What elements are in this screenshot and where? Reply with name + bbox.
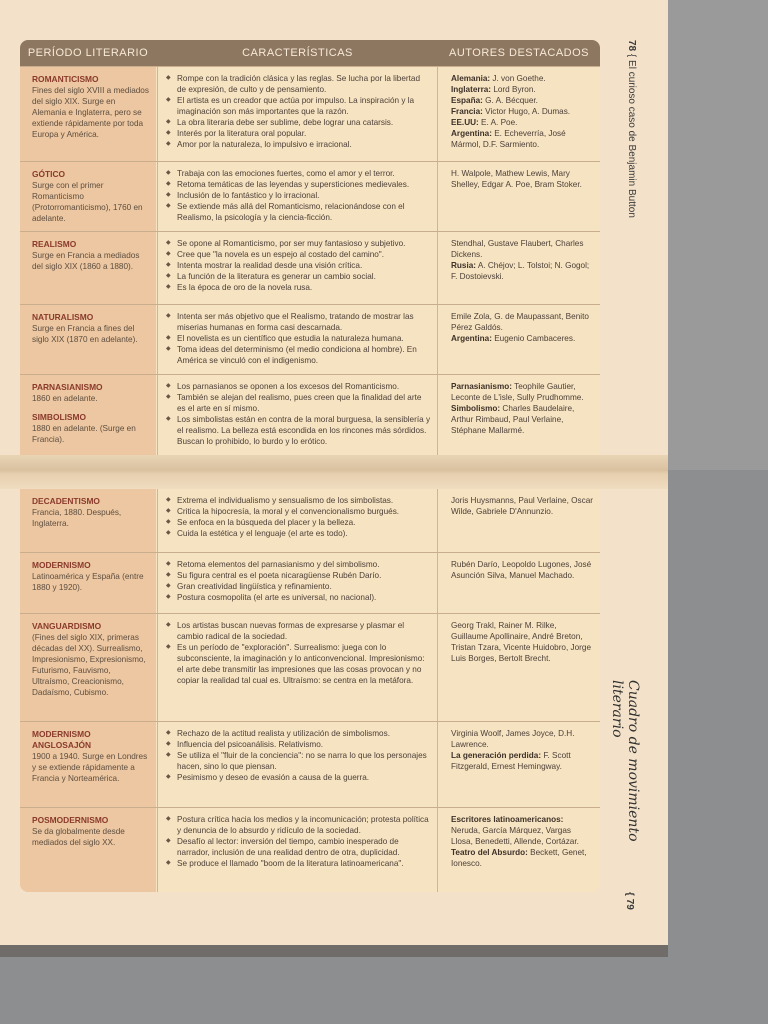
period-cell	[20, 553, 156, 614]
feature-item: ◆ Intenta mostrar la realidad desde una visión crítica.	[166, 260, 431, 271]
author-names: A. Chéjov; L. Tolstoi; N. Gogol; F. Dostoievski.	[451, 261, 590, 281]
period-description-secondary: 1880 en adelante. (Surge en Francia).	[32, 424, 136, 444]
authors-cell	[438, 614, 600, 722]
table-row	[20, 721, 600, 808]
period-cell	[20, 232, 156, 305]
author-names: E. A. Poe.	[478, 118, 518, 127]
page-number-bottom	[624, 892, 635, 910]
feature-item: ◆ Gran creatividad lingüística y refinamiento.	[166, 581, 431, 592]
feature-item: ◆ Rechazo de la actitud realista y utilización de simbolismos.	[166, 728, 431, 739]
period-description: Francia, 1880. Después, Inglaterra.	[32, 508, 122, 528]
period-cell	[20, 614, 156, 722]
author-group: Teatro del Absurdo:	[451, 848, 528, 857]
feature-item: ◆ Critica la hipocresía, la moral y el convencionalismo burgués.	[166, 506, 431, 517]
features-cell	[157, 489, 438, 553]
feature-item: ◆ Interés por la literatura oral popular.	[166, 128, 431, 139]
period-title: MODERNISMO	[32, 560, 91, 570]
features-cell	[157, 722, 438, 808]
running-header-separator: {	[626, 53, 637, 58]
page-fold	[0, 455, 668, 489]
period-description: Se da globalmente desde mediados del siglo XX.	[32, 827, 125, 847]
feature-item: ◆ Pesimismo y deseo de evasión a causa de la guerra.	[166, 772, 431, 783]
author-line	[451, 559, 594, 581]
features-cell	[157, 305, 438, 375]
table-row	[20, 552, 600, 614]
author-names: H. Walpole, Mathew Lewis, Mary Shelley, Edgar A. Poe, Bram Stoker.	[451, 169, 582, 189]
period-title: PARNASIANISMO	[32, 382, 103, 392]
feature-item: ◆ Los parnasianos se oponen a los excesos del Romanticismo.	[166, 381, 431, 392]
author-line	[451, 750, 594, 772]
feature-item: ◆ Inclusión de lo fantástico y lo irracional.	[166, 190, 431, 201]
feature-item: ◆ Retoma temáticas de las leyendas y supersticiones medievales.	[166, 179, 431, 190]
feature-item: ◆ Extrema el individualismo y sensualismo de los simbolistas.	[166, 495, 431, 506]
author-names: E. Echeverría, José Mármol, D.F. Sarmiento.	[451, 129, 566, 149]
page-number-top: 78	[626, 40, 637, 52]
author-group: Argentina:	[451, 334, 492, 343]
author-names: Neruda, García Márquez, Vargas Llosa, Benedetti, Allende, Cortázar.	[451, 826, 579, 846]
authors-cell	[438, 808, 600, 892]
author-line	[451, 620, 594, 664]
running-header-title: El curioso caso de Benjamin Button	[626, 60, 637, 218]
author-group: Parnasianismo:	[451, 382, 512, 391]
header-period: PERÍODO LITERARIO	[27, 47, 149, 59]
feature-item: ◆ Se extiende más allá del Romanticismo, relacionándose con el Realismo, la psicología y la ciencia-ficción.	[166, 201, 431, 223]
author-group: EE.UU:	[451, 118, 479, 127]
author-line	[451, 73, 594, 84]
period-description: 1900 a 1940. Surge en Londres y se extiende rápidamente a Francia y Norteamérica.	[32, 752, 148, 783]
author-line	[451, 403, 594, 436]
period-description: Surge con el primer Romanticismo (Protorromanticismo), 1760 en adelante.	[32, 181, 143, 223]
feature-item: ◆ Cuida la estética y el lenguaje (el arte es todo).	[166, 528, 431, 539]
header-features: CARACTERÍSTICAS	[242, 47, 353, 59]
feature-item: ◆ Desafío al lector: inversión del tiempo, cambio inesperado de narrador, inclusión de una realidad dentro de otra, duplicidad.	[166, 836, 431, 858]
feature-item: ◆ Cree que "la novela es un espejo al costado del camino".	[166, 249, 431, 260]
table-row	[20, 613, 600, 722]
feature-item: ◆ Se produce el llamado "boom de la literatura latinoamericana".	[166, 858, 431, 869]
feature-item: ◆ Amor por la naturaleza, lo impulsivo e irracional.	[166, 139, 431, 150]
author-line	[451, 814, 594, 847]
author-line	[451, 381, 594, 403]
period-cell	[20, 305, 156, 375]
authors-cell	[438, 722, 600, 808]
table-row	[20, 807, 600, 892]
author-names: Emile Zola, G. de Maupassant, Benito Pérez Galdós.	[451, 312, 589, 332]
feature-item: ◆ Es un período de "exploración". Surrealismo: juega con lo subconsciente, la imaginación y lo anticonvencional. Impresionismo: el arte debe transmitir las impresiones que las cosas provocan y no copiar la realidad tal cual es. Ultraísmo: se centra en la metáfora.	[166, 642, 431, 686]
feature-item: ◆ Se enfoca en la búsqueda del placer y la belleza.	[166, 517, 431, 528]
running-header-top	[619, 40, 637, 440]
header-authors: AUTORES DESTACADOS	[448, 47, 589, 59]
author-group: Francia:	[451, 107, 483, 116]
feature-item: ◆ Su figura central es el poeta nicaragüense Rubén Darío.	[166, 570, 431, 581]
page-number-bottom-value: 79	[624, 898, 635, 910]
features-cell	[157, 375, 438, 457]
feature-item: ◆ Se opone al Romanticismo, por ser muy fantasioso y subjetivo.	[166, 238, 431, 249]
authors-cell	[438, 232, 600, 305]
feature-item: ◆ Postura crítica hacia los medios y la incomunicación; protesta política y denuncia de lo absurdo y ridículo de la sociedad.	[166, 814, 431, 836]
author-line	[451, 117, 594, 128]
author-line	[451, 95, 594, 106]
table-row	[20, 231, 600, 305]
author-group: Simbolismo:	[451, 404, 501, 413]
authors-cell	[438, 305, 600, 375]
running-header-bottom: Cuadro de movimiento literario	[609, 680, 641, 842]
period-title: VANGUARDISMO	[32, 621, 102, 631]
running-footer-separator: {	[624, 892, 635, 896]
author-names: Joris Huysmanns, Paul Verlaine, Oscar Wilde, Gabriele D'Annunzio.	[451, 496, 593, 516]
feature-item: ◆ Es la época de oro de la novela rusa.	[166, 282, 431, 293]
author-names: Eugenio Cambaceres.	[491, 334, 576, 343]
author-names: F. Scott Fitzgerald, Ernest Hemingway.	[451, 751, 571, 771]
author-line	[451, 238, 594, 260]
author-names: Stendhal, Gustave Flaubert, Charles Dickens.	[451, 239, 584, 259]
author-line	[451, 311, 594, 333]
author-group: Rusia:	[451, 261, 477, 270]
period-cell	[20, 722, 156, 808]
period-title: POSMODERNISMO	[32, 815, 109, 825]
author-line	[451, 847, 594, 869]
features-cell	[157, 232, 438, 305]
features-cell	[157, 808, 438, 892]
features-cell	[157, 162, 438, 232]
table-row	[20, 304, 600, 375]
feature-item: ◆ Retoma elementos del parnasianismo y del simbolismo.	[166, 559, 431, 570]
table-row	[20, 488, 600, 553]
period-title: NATURALISMO	[32, 312, 94, 322]
period-description: Fines del siglo XVIII a mediados del siglo XIX. Surge en Alemania e Inglaterra, pero se extiende rápidamente por toda Europa y América.	[32, 86, 149, 139]
author-group: Escritores latinoamericanos:	[451, 815, 564, 824]
page-edge-shadow	[0, 945, 668, 957]
author-line	[451, 333, 594, 344]
period-cell	[20, 808, 156, 892]
author-group: Inglaterra:	[451, 85, 492, 94]
features-cell	[157, 67, 438, 162]
features-cell	[157, 614, 438, 722]
feature-item: ◆ También se alejan del realismo, pues creen que la finalidad del arte es el arte en sí mismo.	[166, 392, 431, 414]
feature-item: ◆ Toma ideas del determinismo (el medio condiciona al hombre). En América se vinculó con el indigenismo.	[166, 344, 431, 366]
author-names: Beckett, Genet, Ionesco.	[451, 848, 587, 868]
authors-cell	[438, 375, 600, 457]
authors-cell	[438, 489, 600, 553]
feature-item: ◆ Se utiliza el "fluir de la conciencia": no se narra lo que los personajes hacen, sino lo que piensan.	[166, 750, 431, 772]
author-names: J. von Goethe.	[490, 74, 546, 83]
author-names: G. A. Bécquer.	[482, 96, 538, 105]
feature-item: ◆ Rompe con la tradición clásica y las reglas. Se lucha por la libertad de expresión, de culto y de pensamiento.	[166, 73, 431, 95]
features-cell	[157, 553, 438, 614]
authors-cell	[438, 67, 600, 162]
period-title: REALISMO	[32, 239, 77, 249]
author-group: España:	[451, 96, 483, 105]
table-row	[20, 161, 600, 232]
feature-item: ◆ El artista es un creador que actúa por impulso. La inspiración y la imaginación son más importantes que la razón.	[166, 95, 431, 117]
author-line	[451, 260, 594, 282]
feature-item: ◆ Trabaja con las emociones fuertes, como el amor y el terror.	[166, 168, 431, 179]
author-line	[451, 168, 594, 190]
period-title-secondary: SIMBOLISMO	[32, 412, 86, 422]
period-cell	[20, 489, 156, 553]
author-line	[451, 106, 594, 117]
author-line	[451, 128, 594, 150]
feature-item: ◆ Influencia del psicoanálisis. Relativismo.	[166, 739, 431, 750]
author-names: Rubén Darío, Leopoldo Lugones, José Asunción Silva, Manuel Machado.	[451, 560, 592, 580]
feature-item: ◆ La función de la literatura es generar un cambio social.	[166, 271, 431, 282]
period-description: Surge en Francia a fines del siglo XIX (1870 en adelante).	[32, 324, 138, 344]
feature-item: ◆ El novelista es un científico que estudia la naturaleza humana.	[166, 333, 431, 344]
author-names: Teophile Gautier, Leconte de L'isle, Sully Prudhomme.	[451, 382, 584, 402]
author-group: La generación perdida:	[451, 751, 542, 760]
period-title: DECADENTISMO	[32, 496, 100, 506]
feature-item: ◆ Los artistas buscan nuevas formas de expresarse y plasmar el cambio radical de la sociedad.	[166, 620, 431, 642]
period-title: MODERNISMO ANGLOSAJÓN	[32, 729, 92, 750]
period-title: ROMANTICISMO	[32, 74, 99, 84]
author-line	[451, 495, 594, 517]
author-names: Lord Byron.	[491, 85, 536, 94]
period-cell	[20, 375, 156, 457]
table-row	[20, 374, 600, 457]
feature-item: ◆ Los simbolistas están en contra de la moral burguesa, la sensiblería y el realismo. La belleza está escondida en los rincones más sórdidos. Buscan lo prohibido, lo burdo y lo erótico.	[166, 414, 431, 447]
author-line	[451, 728, 594, 750]
table-header	[20, 40, 600, 66]
period-cell	[20, 67, 156, 162]
authors-cell	[438, 553, 600, 614]
author-names: Georg Trakl, Rainer M. Rilke, Guillaume Apollinaire, André Breton, Tristan Tzara, Vicente Huidobro, Jorge Luis Borges, Bertolt Brecht.	[451, 621, 592, 663]
table-row	[20, 66, 600, 162]
author-names: Victor Hugo, A. Dumas.	[482, 107, 571, 116]
period-description: (Fines del siglo XIX, primeras décadas del XX). Surrealismo, Impresionismo, Expresionismo, Futurismo, Fauvismo, Ultraísmo, Creacionismo, Dadaísmo, Cubismo.	[32, 633, 146, 697]
feature-item: ◆ La obra literaria debe ser sublime, debe lograr una catarsis.	[166, 117, 431, 128]
period-description: Surge en Francia a mediados del siglo XIX (1860 a 1880).	[32, 251, 140, 271]
author-group: Argentina:	[451, 129, 492, 138]
period-description: 1860 en adelante.	[32, 394, 98, 403]
author-group: Alemania:	[451, 74, 491, 83]
author-names: Virginia Woolf, James Joyce, D.H. Lawrence.	[451, 729, 575, 749]
period-cell	[20, 162, 156, 232]
feature-item: ◆ Intenta ser más objetivo que el Realismo, tratando de mostrar las miserias humanas en forma casi descarnada.	[166, 311, 431, 333]
author-names: Charles Baudelaire, Arthur Rimbaud, Paul Verlaine, Stéphane Mallarmé.	[451, 404, 575, 435]
period-title: GÓTICO	[32, 169, 66, 179]
authors-cell	[438, 162, 600, 232]
period-description: Latinoamérica y España (entre 1880 y 1920).	[32, 572, 144, 592]
author-line	[451, 84, 594, 95]
feature-item: ◆ Postura cosmopolita (el arte es universal, no nacional).	[166, 592, 431, 603]
